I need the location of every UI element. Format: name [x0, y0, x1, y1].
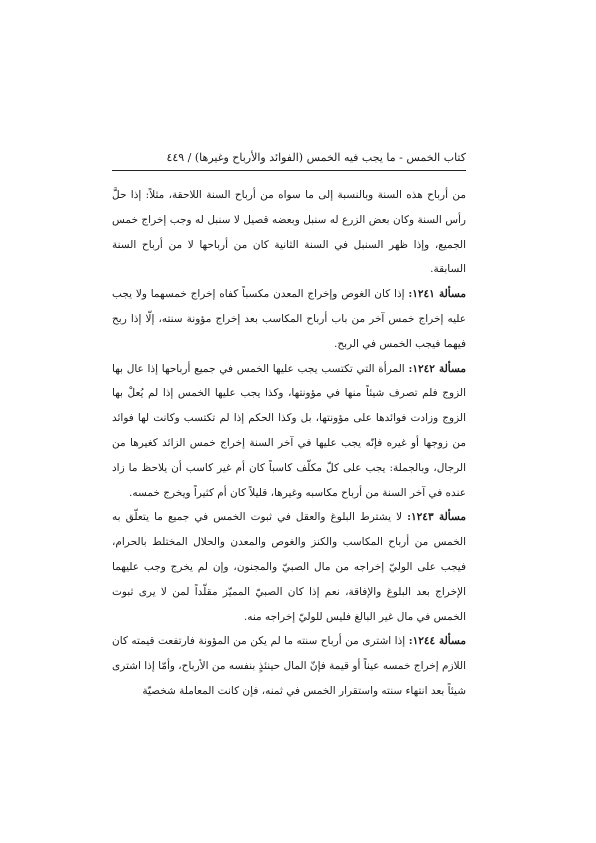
running-header: كتاب الخمس - ما يجب فيه الخمس (الفوائد والأرباح وغيرها) / ٤٤٩	[166, 151, 466, 164]
issue-label: مسألة ١٢٤٣:	[407, 511, 467, 524]
paragraph-text: المرأة التي تكتسب يجب عليها الخمس في جميع أرباحها إذا عال بها الزوج فلم تصرف شيئاً منها في مؤونتها، وكذا يجب عليها الخمس إذا لم يُعلْ بها الزوج وزادت فوائدها على مؤونتها، بل وكذا الحكم إذا لم تكتسب وكانت لها فوائد من زوجها أو غيره فإنّه يجب عليها في آخر السنة إخراج خمس الزائد كغيرها من الرجال، وبالجملة: يجب على كلّ مكلّف كاسباً كان أم غير كاسب أن يلاحظ ما زاد عنده في آخر السنة من أرباح مكاسبه وغيرها، قليلاً كان أم كثيراً ويخرج خمسه.	[112, 362, 466, 499]
paragraph-continuation	[112, 183, 466, 282]
header-divider	[112, 170, 466, 171]
issue-label: مسألة ١٢٤٤:	[408, 635, 466, 648]
paragraph-text: من أرباح هذه السنة وبالنسبة إلى ما سواه من أرباح السنة اللاحقة، مثلاً: إذا حلَّ رأس السنة وكان بعض الزرع له سنبل وبعضه قصيل لا سنبل له وجب إخراج خمس الجميع، وإذا ظهر السنبل في السنة الثانية كان من أرباحها لا من أرباح السنة السابقة.	[112, 189, 466, 276]
issue-label: مسألة ١٢٤٢:	[408, 362, 466, 375]
issue-1243-paragraph	[112, 505, 466, 629]
paragraph-text: إذا كان الغوص وإخراج المعدن مكسباً كفاه إخراج خمسهما ولا يجب عليه إخراج خمس آخر من باب أرباح المكاسب بعد إخراج مؤونة سنته، إلّا إذا ربح فيهما فيجب الخمس في الربح.	[112, 288, 466, 350]
issue-1242-paragraph	[112, 357, 466, 506]
issue-label: مسألة ١٢٤١:	[408, 288, 466, 301]
paragraph-text: لا يشترط البلوغ والعقل في ثبوت الخمس في جميع ما يتعلّق به الخمس من أرباح المكاسب والكنز والغوص والمعدن والحلال المختلط بالحرام، فيجب على الوليّ إخراجه من مال الصبيّ والمجنون، وإن لم يخرج وجب عليهما الإخراج بعد البلوغ والإفاقة، نعم إذا كان الصبيّ المميّز مقلّداً لمن لا يرى ثبوت الخمس في مال غير البالغ فليس للوليّ إخراجه منه.	[112, 511, 466, 623]
issue-1244-paragraph	[112, 629, 466, 703]
paragraph-text: إذا اشترى من أرباح سنته ما لم يكن من المؤونة فارتفعت قيمته كان اللازم إخراج خمسه عيناً أو قيمة فإنّ المال حينئذٍ بنفسه من الأرباح، وأمّا إذا اشترى شيئاً بعد انتهاء سنته واستقرار الخمس في ثمنه، فإن كانت المعاملة شخصيّة	[112, 635, 466, 697]
body-text	[112, 183, 466, 704]
issue-1241-paragraph	[112, 282, 466, 356]
